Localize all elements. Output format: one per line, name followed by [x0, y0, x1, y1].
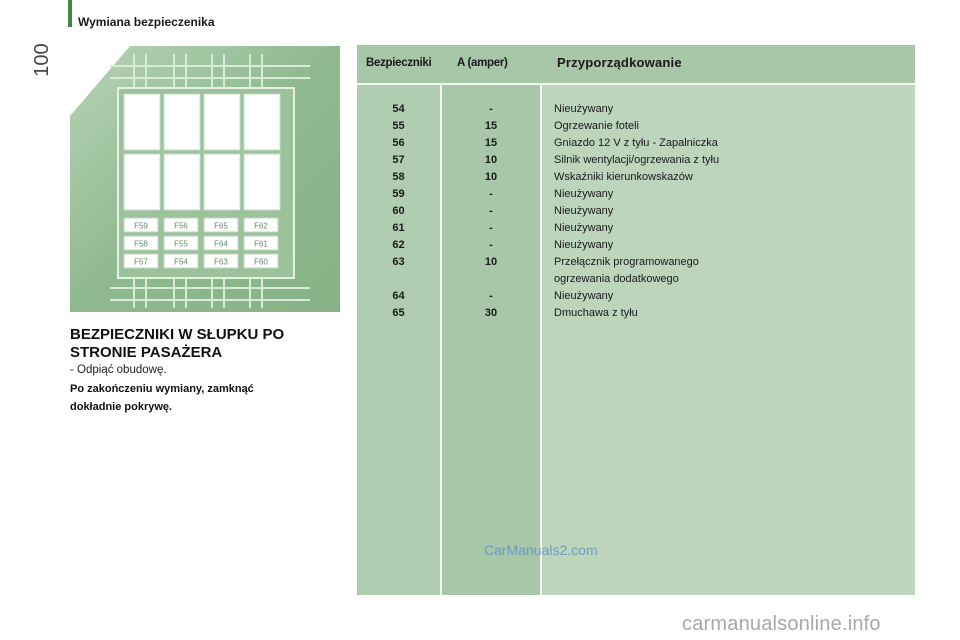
table-row: [357, 118, 915, 135]
fuse-amperage: 10: [484, 154, 498, 166]
table-row: [357, 203, 915, 220]
fuse-amperage: 15: [484, 120, 498, 132]
fuse-assignment: [554, 220, 927, 237]
fuse-assignment-line: Nieużywany: [554, 188, 614, 200]
fuse-amperage: 10: [484, 171, 498, 183]
header-assignment: Przyporządkowanie: [557, 55, 682, 70]
fuse-slot-label: F61: [254, 239, 268, 249]
fuse-slot-label: F63: [214, 257, 228, 267]
table-row: [357, 288, 915, 305]
fuse-assignment-line: ogrzewania dodatkowego: [554, 273, 679, 285]
table-row: [357, 305, 915, 322]
table-row: [357, 220, 915, 237]
fuse-assignment-line: Nieużywany: [554, 290, 614, 302]
section-heading-line2: STRONIE PASAŻERA: [70, 344, 223, 361]
fuse-amperage: 30: [484, 307, 498, 319]
fuse-slot-label: F54: [174, 257, 188, 267]
fuse-slot-label: F57: [134, 257, 148, 267]
fuse-assignment-line: Gniazdo 12 V z tyłu - Zapalniczka: [554, 137, 718, 149]
fuse-assignment: [554, 186, 927, 203]
table-row: [357, 186, 915, 203]
watermark: CarManuals2.com: [484, 542, 598, 558]
fuse-assignment: [554, 288, 927, 305]
fuse-assignment-line: Ogrzewanie foteli: [554, 120, 639, 132]
fuse-box-illustration: [70, 46, 340, 312]
fuse-number: 56: [392, 137, 405, 149]
fuse-assignment: [554, 254, 927, 288]
fuse-amperage: -: [489, 290, 493, 302]
fuse-number: 65: [392, 307, 405, 319]
fuse-assignment: [554, 305, 927, 322]
header-amp: A (amper): [457, 57, 508, 69]
fuse-assignment-line: Nieużywany: [554, 239, 614, 251]
header-fuse: Bezpieczniki: [366, 57, 432, 69]
table-row: [357, 152, 915, 169]
fuse-number: 57: [392, 154, 405, 166]
fuse-number: 61: [392, 222, 405, 234]
closing-note-line1: Po zakończeniu wymiany, zamknąć: [70, 383, 254, 395]
fuse-assignment-line: Wskaźniki kierunkowskazów: [554, 171, 693, 183]
fuse-amperage: 10: [484, 256, 498, 268]
fuse-number: 60: [392, 205, 405, 217]
section-heading-line1: BEZPIECZNIKI W SŁUPKU PO: [70, 326, 285, 343]
fuse-assignment: [554, 135, 927, 152]
fuse-assignment-line: Nieużywany: [554, 222, 614, 234]
table-row: [357, 237, 915, 254]
section-heading: [70, 326, 330, 362]
table-header: [357, 45, 915, 85]
fuse-number: 55: [392, 120, 405, 132]
closing-note-line2: dokładnie pokrywę.: [70, 401, 173, 413]
fuse-number: 54: [392, 103, 405, 115]
fuse-amperage: -: [489, 205, 493, 217]
footer-site-name: carmanualsonline.info: [682, 613, 881, 635]
table-row: [357, 169, 915, 186]
fuse-assignment: [554, 152, 927, 169]
fuse-assignment: [554, 118, 927, 135]
fuse-amperage: 15: [484, 137, 498, 149]
table-body: [357, 101, 915, 322]
fuse-slot-label: F60: [254, 257, 268, 267]
fuse-assignment: [554, 203, 927, 220]
fuse-assignment-line: Nieużywany: [554, 205, 614, 217]
fuse-number: 64: [392, 290, 405, 302]
fuse-number: 62: [392, 239, 405, 251]
page-header-title: Wymiana bezpieczenika: [78, 15, 215, 29]
fuse-amperage: -: [489, 222, 493, 234]
fuse-assignment-line: Nieużywany: [554, 103, 614, 115]
fuse-box-drawing: [70, 46, 340, 312]
fuse-number: 59: [392, 188, 405, 200]
header-accent-bar: [68, 0, 72, 27]
closing-note: [70, 380, 330, 416]
fuse-slot-label: F59: [134, 221, 148, 231]
fuse-assignment-line: Dmuchawa z tyłu: [554, 307, 638, 319]
page-number: 100: [30, 43, 53, 77]
fuse-slot-label: F55: [174, 239, 188, 249]
fuse-assignment-line: Silnik wentylacji/ogrzewania z tyłu: [554, 154, 720, 166]
table-row: [357, 254, 915, 288]
fuse-slot-label: F58: [134, 239, 148, 249]
fuse-slot-label: F62: [254, 221, 268, 231]
fuse-number: 58: [392, 171, 405, 183]
fuse-slot-label: F64: [214, 239, 228, 249]
fuse-amperage: -: [489, 239, 493, 251]
fuse-assignment: [554, 237, 927, 254]
fuse-slot-label: F65: [214, 221, 228, 231]
fuse-assignment-table: [357, 45, 915, 595]
fuse-slot-label: F56: [174, 221, 188, 231]
table-row: [357, 135, 915, 152]
fuse-assignment-line: Przełącznik programowanego: [554, 256, 699, 268]
fuse-assignment: [554, 101, 927, 118]
table-row: [357, 101, 915, 118]
fuse-number: 63: [392, 256, 405, 268]
fuse-amperage: -: [489, 103, 493, 115]
fuse-amperage: -: [489, 188, 493, 200]
instruction-text: - Odpiąć obudowę.: [70, 364, 167, 376]
fuse-assignment: [554, 169, 927, 186]
